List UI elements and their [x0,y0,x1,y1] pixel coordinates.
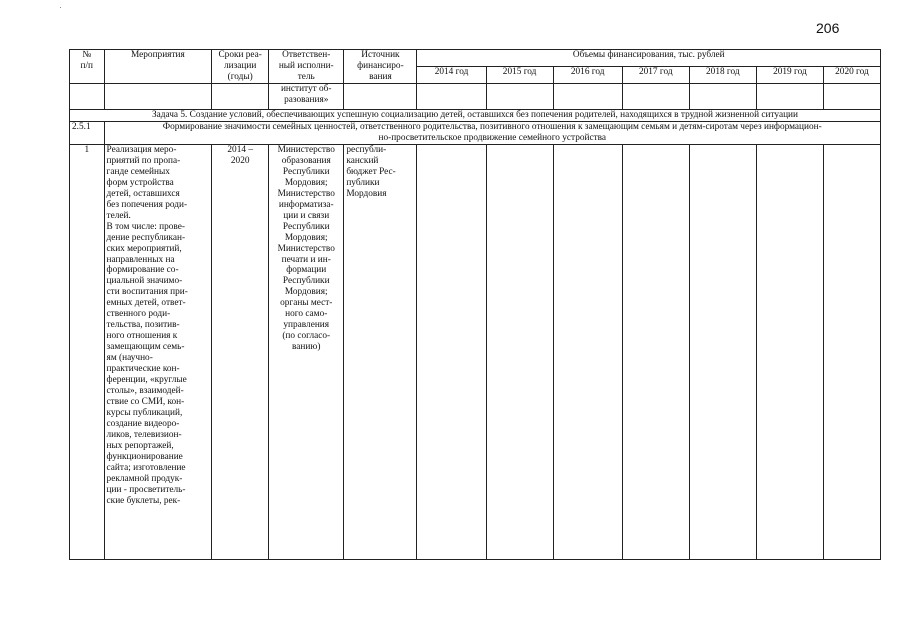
row-2019 [756,144,823,559]
header-responsible: Ответствен- ный исполни- тель [269,50,344,84]
year-2018: 2018 год [689,66,756,83]
row-2015 [486,144,553,559]
row-2014 [417,144,486,559]
row-terms: 2014 – 2020 [212,144,269,559]
cont-cell-2017 [622,83,689,109]
measure-row [70,144,881,559]
year-2015: 2015 год [486,66,553,83]
cont-cell-source [344,83,417,109]
cont-cell-num [70,83,105,109]
subtask-number: 2.5.1 [70,121,105,144]
row-2017 [622,144,689,559]
header-row-1 [70,50,881,67]
cont-cell-terms [212,83,269,109]
row-measure: Реализация меро- приятий по пропа- ганде семейных форм устройства детей, оставшихся без попечения роди- телей. В том числе: прове- дение республикан- ских мероприятий, направленных на формирование со- циальной значимо- сти воспитания при- емных детей, ответ- ственного роди- тельства, позитив- ного отношения к замещающим семь- ям (научно- практические кон- ференции, «круглые столы», взаимодей- ствие со СМИ, кон- курсы публикаций, создание видеоро- ликов, телевизион- ных репортажей, функционирование сайта; изготовление рекламной продук- ции - просветитель- ские буклеты, рек- [104,144,212,559]
scan-speck [60,7,61,8]
row-responsible: Министерство образования Республики Мордовия; Министерство информатиза- ции и связи Республики Мордовия; Министерство печати и ин- формации Республики Мордовия; органы мест- ного само- управления (по согласо- ванию) [269,144,344,559]
cont-cell-2018 [689,83,756,109]
header-source: Источник финансиро- вания [344,50,417,84]
cont-cell-2014 [417,83,486,109]
year-2017: 2017 год [622,66,689,83]
year-2014: 2014 год [417,66,486,83]
header-measures: Мероприятия [104,50,212,84]
cont-cell-2019 [756,83,823,109]
row-source: республи- канский бюджет Рес- публики Мордовия [344,144,417,559]
cont-cell-responsible: институт об- разования» [269,83,344,109]
cont-cell-measures [104,83,212,109]
year-2020: 2020 год [823,66,880,83]
row-2016 [553,144,622,559]
cont-cell-2020 [823,83,880,109]
row-2020 [823,144,880,559]
header-funding: Объемы финансирования, тыс. рублей [417,50,881,67]
cont-cell-2016 [553,83,622,109]
year-2016: 2016 год [553,66,622,83]
continuation-row [70,83,881,109]
page-number: 206 [816,20,840,36]
task-row [70,109,881,121]
header-num: № п/п [70,50,105,84]
cont-cell-2015 [486,83,553,109]
subtask-text: Формирование значимости семейных ценностей, ответственного родительства, позитивного отношения к замещающим семьям и детям-сиротам через информацион- но-просветительское продвижение семейного устройства [104,121,880,144]
row-number: 1 [70,144,105,559]
financing-table [69,49,881,560]
row-2018 [689,144,756,559]
task-text: Задача 5. Создание условий, обеспечивающих успешную социализацию детей, оставшихся без попечения родителей, находящихся в трудной жизненной ситуации [70,109,881,121]
subtask-row [70,121,881,144]
year-2019: 2019 год [756,66,823,83]
header-terms: Сроки реа- лизации (годы) [212,50,269,84]
